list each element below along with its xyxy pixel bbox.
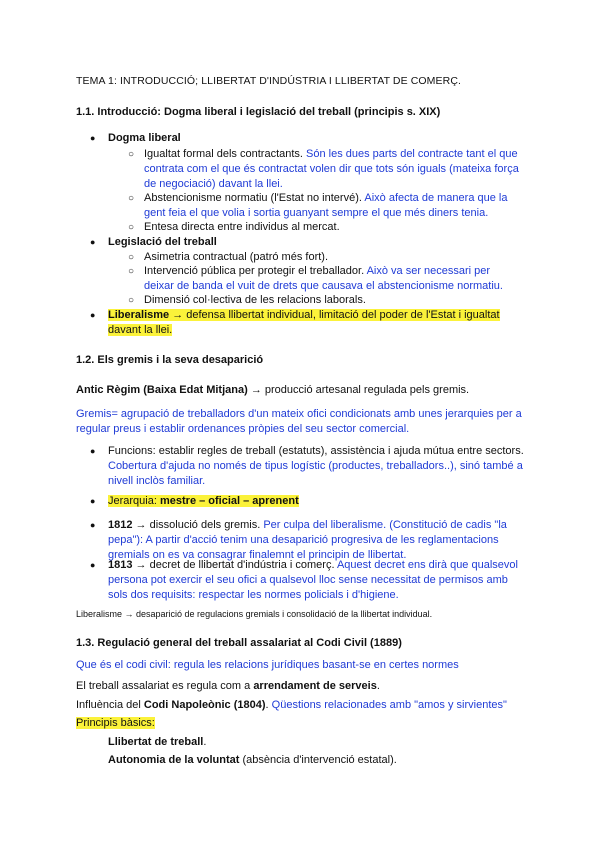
bold-text: Autonomia de la voluntat (108, 754, 240, 766)
subitem-text: Igualtat formal dels contractants. (144, 148, 307, 160)
body-text: . (265, 699, 272, 711)
subitem-note: Això va ser necessari per deixar de banda el vuit de drets que causava el abstencionisme normatiu. (144, 265, 503, 292)
item-text: → decret de llibertat d'indústria i comerç. (132, 559, 337, 571)
subitem-intervencio-publica (144, 264, 520, 294)
item-1813 (108, 558, 528, 603)
sub-bullet-icon: ○ (128, 222, 135, 233)
principle-llibertat (108, 735, 206, 750)
bullet-icon: ● (90, 520, 96, 530)
bullet-icon: ● (90, 237, 96, 247)
highlight-text: → defensa llibertat individual, limitació del poder de l'Estat i igualtat davant la llei. (108, 309, 500, 336)
highlight-text: Jerarquia: (108, 495, 160, 507)
document-title: TEMA 1: INTRODUCCIÓ; LLIBERTAT D'INDÚSTRIA I LLIBERTAT DE COMERÇ. (76, 75, 462, 87)
paragraph-antic-regim (76, 383, 524, 398)
bullet-icon: ● (90, 496, 96, 506)
bullet-icon: ● (90, 446, 96, 456)
bold-text: arrendament de serveis (253, 680, 377, 692)
item-note: Per culpa del liberalisme. (Constitució de cadis "la pepa"): A partir d'acció tenim una desaparició progresiva de les reglamentacions gremials on es va consagrar finalemnt el principin de llibertat. (108, 519, 507, 561)
item-note: Cobertura d'ajuda no només de tipus logístic (productes, treballadors..), sinó també a nivell inclòs familiar. (108, 460, 523, 487)
subitem-asimetria: Asimetria contractual (patró més fort). (144, 251, 329, 263)
sub-bullet-icon: ○ (128, 252, 135, 263)
subitem-abstencionisme (144, 191, 520, 221)
item-funcions (108, 444, 528, 489)
principle-autonomia (108, 753, 397, 768)
highlight-bold: mestre – oficial – aprenent (159, 495, 299, 507)
section-heading-1-1: 1.1. Introducció: Dogma liberal i legislació del treball (principis s. XIX) (76, 106, 441, 118)
highlight-bold: Liberalisme (108, 309, 170, 321)
paragraph-influencia (76, 698, 524, 713)
sub-bullet-icon: ○ (128, 149, 135, 160)
principis-label (76, 716, 155, 731)
section-heading-1-3: 1.3. Regulació general del treball assalariat al Codi Civil (1889) (76, 637, 402, 649)
bold-text: Antic Règim (Baixa Edat Mitjana) (76, 384, 248, 396)
bold-text: Codi Napoleònic (1804) (143, 699, 266, 711)
subitem-igualtat-formal (144, 147, 520, 192)
paragraph-codi-civil: Que és el codi civil: regula les relacions jurídiques basant-se en certes normes (76, 659, 459, 671)
item-note: Aquest decret ens dirà que qualsevol persona pot exercir el seu ofici a qualsevol lloc sense necessitat de permisos amb sols dos requisits: respectar les normes policials i d'higiene. (108, 559, 518, 601)
bullet-icon: ● (90, 560, 96, 570)
year-label: 1813 (108, 559, 133, 571)
bold-text: Llibertat de treball (108, 736, 204, 748)
year-label: 1812 (108, 519, 133, 531)
note-text: Qüestions relacionades amb "amos y sirvientes" (271, 699, 507, 711)
bullet-icon: ● (90, 133, 96, 143)
section-heading-1-2: 1.2. Els gremis i la seva desaparició (76, 354, 264, 366)
item-liberalisme (108, 308, 528, 338)
bullet-icon: ● (90, 310, 96, 320)
sub-bullet-icon: ○ (128, 266, 135, 277)
body-text: . (203, 736, 207, 748)
highlight-text: Principis bàsics: (76, 717, 155, 729)
paragraph-arrendament (76, 679, 524, 694)
item-text: Funcions: establir regles de treball (estatuts), assistència i ajuda mútua entre sectors. (108, 445, 524, 457)
item-1812 (108, 518, 528, 563)
body-text: Influència del (76, 699, 144, 711)
sub-bullet-icon: ○ (128, 295, 135, 306)
subitem-dimensio-collectiva: Dimensió col·lectiva de les relacions laborals. (144, 294, 366, 306)
body-text: El treball assalariat es regula com a (76, 680, 254, 692)
sub-bullet-icon: ○ (128, 193, 135, 204)
summary-line: Liberalisme → desaparició de regulacions gremials i consolidació de la llibertat individual. (76, 609, 433, 619)
body-text: → producció artesanal regulada pels gremis. (247, 384, 470, 396)
body-text: . (376, 680, 380, 692)
item-text: → dissolució dels gremis. (132, 519, 264, 531)
paragraph-gremis: Gremis= agrupació de treballadors d'un mateix ofici condicionats amb unes jerarquies per a regular preus i establir ordenances pròpies del seu sector comercial. (76, 408, 522, 435)
subitem-entesa-directa: Entesa directa entre individus al mercat. (144, 221, 340, 233)
subitem-note: Això afecta de manera que la gent feia el que volia i sortia guanyant sempre el que més diners tenia. (144, 192, 508, 219)
item-jerarquia (108, 494, 528, 509)
item-dogma-liberal: Dogma liberal (108, 132, 181, 144)
subitem-text: Abstencionisme normatiu (l'Estat no intervé). (144, 192, 365, 204)
item-legislacio-treball: Legislació del treball (108, 236, 217, 248)
subitem-note: Són les dues parts del contracte tant el que contrata com el que és contractat volen dir que tots són iguals (mateixa força de negociació) davant la llei. (144, 148, 519, 190)
subitem-text: Intervenció pública per protegir el treballador. (144, 265, 367, 277)
body-text: (absència d'intervenció estatal). (239, 754, 397, 766)
